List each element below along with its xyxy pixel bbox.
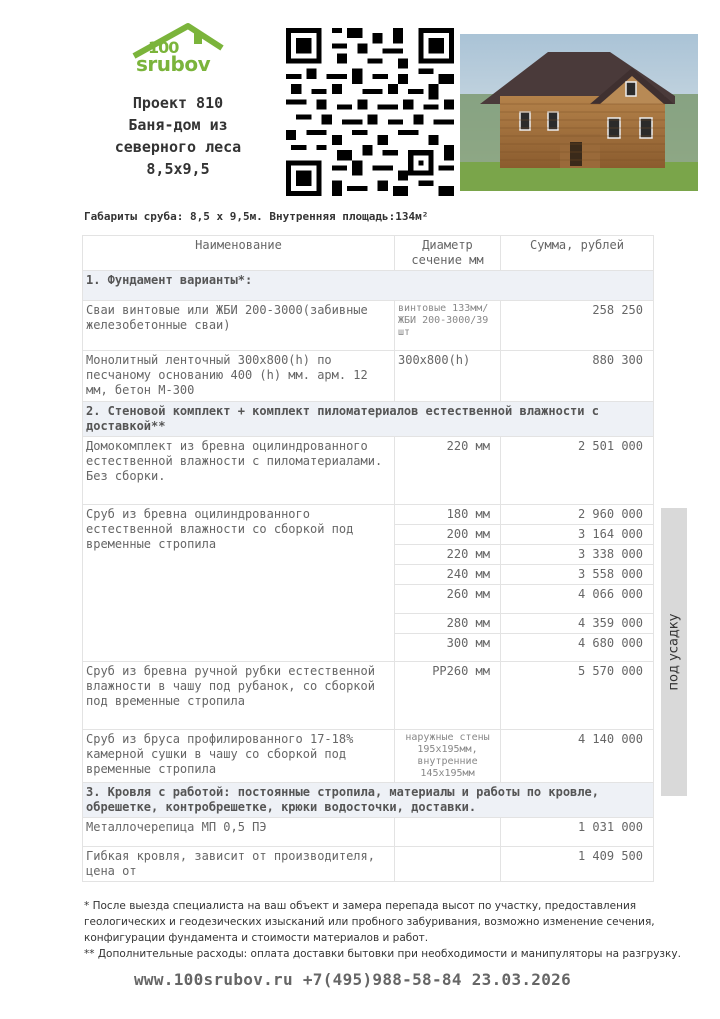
row-diameter: винтовые 133мм/ЖБИ 200-3000/39 шт	[395, 301, 501, 351]
logo-number: 100	[148, 38, 179, 57]
row-sum: 1 409 500	[501, 847, 654, 882]
row-diameter	[395, 847, 501, 882]
row-sum: 4 140 000	[501, 730, 654, 783]
row-sum: 5 570 000	[501, 662, 654, 730]
table-header-row	[83, 236, 654, 271]
row-sum: 4 066 000	[501, 585, 654, 614]
row-diameter: 300 мм	[395, 634, 501, 662]
row-name: Домокомплект из бревна оцилиндрованного естественной влажности с пиломатериалами. Без сборки.	[83, 437, 395, 505]
row-sum: 3 338 000	[501, 545, 654, 565]
row-name: Гибкая кровля, зависит от производителя, цена от	[83, 847, 395, 882]
row-name: Сваи винтовые или ЖБИ 200-3000(забивные железобетонные сваи)	[83, 301, 395, 351]
footnote-2: ** Дополнительные расходы: оплата доставки бытовки при необходимости и манипуляторы на разгрузку.	[84, 948, 681, 960]
row-diameter: 240 мм	[395, 565, 501, 585]
row-name: Сруб из бревна оцилиндрованного естественной влажности со сборкой под временные стропила	[83, 505, 395, 662]
table-row	[83, 662, 654, 730]
row-diameter: 180 мм	[395, 505, 501, 525]
row-sum: 3 558 000	[501, 565, 654, 585]
row-name: Монолитный ленточный 300х800(h) по песчаному основанию 400 (h) мм. арм. 12 мм, бетон М-300	[83, 351, 395, 402]
section-row	[83, 271, 654, 301]
project-title: Проект 810 Баня-дом из северного леса 8,5х9,5	[114, 94, 242, 178]
table-row	[83, 351, 654, 402]
header-sum: Сумма, рублей	[501, 236, 654, 271]
dimensions-text: Габариты сруба: 8,5 х 9,5м. Внутренняя площадь:134м²	[84, 210, 429, 223]
row-name: Сруб из бревна ручной рубки естественной влажности в чашу под рубанок, со сборкой под временные стропила	[83, 662, 395, 730]
section-row	[83, 402, 654, 437]
row-diameter: 260 мм	[395, 585, 501, 614]
row-diameter: 280 мм	[395, 614, 501, 634]
footer-contacts: www.100srubov.ru +7(495)988-58-84 23.03.2026	[134, 970, 572, 989]
row-sum: 2 960 000	[501, 505, 654, 525]
row-diameter: РР260 мм	[395, 662, 501, 730]
section-row	[83, 783, 654, 818]
footnotes	[84, 898, 704, 962]
row-sum: 4 680 000	[501, 634, 654, 662]
table-row	[83, 505, 654, 525]
qr-code-icon	[286, 28, 454, 196]
side-label-bar	[661, 508, 687, 796]
table-row	[83, 847, 654, 882]
side-label: под усадку	[666, 613, 682, 691]
price-table	[82, 235, 654, 882]
header-name: Наименование	[83, 236, 395, 271]
section-roof: 3. Кровля с работой: постоянные стропила, материалы и работы по кровле, обрешетке, контробрешетке, крюки водосточки, доставки.	[83, 783, 654, 818]
row-diameter: 200 мм	[395, 525, 501, 545]
row-sum: 880 300	[501, 351, 654, 402]
row-sum: 1 031 000	[501, 818, 654, 847]
row-diameter: 220 мм	[395, 545, 501, 565]
section-walls: 2. Стеновой комплект + комплект пиломатериалов естественной влажности с доставкой**	[83, 402, 654, 437]
row-sum: 4 359 000	[501, 614, 654, 634]
table-row	[83, 301, 654, 351]
row-diameter: 300х800(h)	[395, 351, 501, 402]
header-diameter: Диаметр сечение мм	[395, 236, 501, 271]
row-diameter: наружные стены 195х195мм, внутренние 145х195мм	[395, 730, 501, 783]
row-sum: 258 250	[501, 301, 654, 351]
table-row	[83, 730, 654, 783]
house-photo	[460, 34, 698, 191]
row-diameter: 220 мм	[395, 437, 501, 505]
row-sum: 3 164 000	[501, 525, 654, 545]
row-diameter	[395, 818, 501, 847]
footnote-1: * После выезда специалиста на ваш объект и замера перепада высот по участку, предоставления геологических и геодезических изысканий или пробного забуривания, возможно изменение сечения, конфигурации фундамента и стоимости материалов и работ.	[84, 900, 655, 944]
table-row	[83, 818, 654, 847]
row-name: Металлочерепица МП 0,5 ПЭ	[83, 818, 395, 847]
row-name: Сруб из бруса профилированного 17-18% камерной сушки в чашу со сборкой под временные стропила	[83, 730, 395, 783]
logo-name: srubov	[136, 52, 211, 76]
table-row	[83, 437, 654, 505]
row-sum: 2 501 000	[501, 437, 654, 505]
section-foundation: 1. Фундамент варианты*:	[83, 271, 654, 301]
